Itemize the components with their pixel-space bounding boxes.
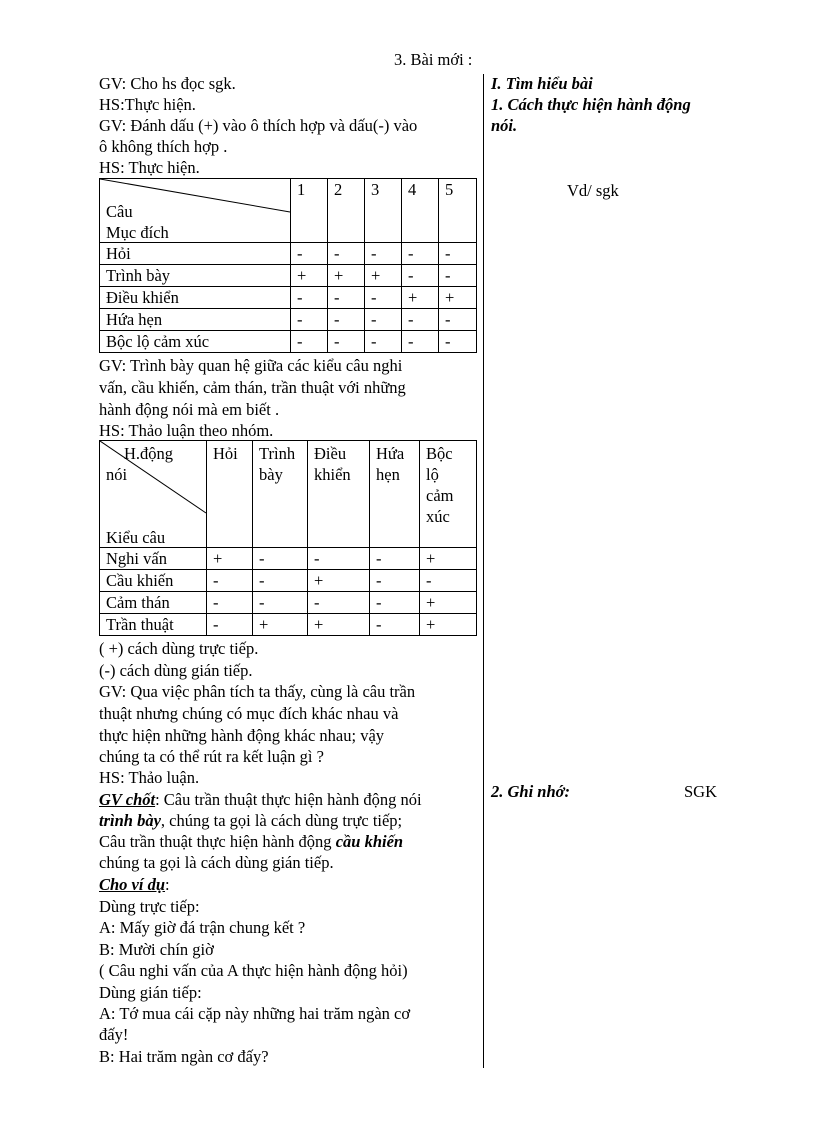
table-cell: - <box>291 243 328 265</box>
table-cell: + <box>308 570 370 592</box>
table-cell: - <box>308 548 370 570</box>
text-line: đấy! <box>99 1025 129 1044</box>
text-line: GV: Trình bày quan hệ giữa các kiểu câu nghi <box>99 356 403 375</box>
table-cell: - <box>439 331 477 353</box>
table-cell: - <box>370 548 420 570</box>
table-cell: - <box>402 309 439 331</box>
row-label: Hỏi <box>100 243 291 265</box>
heading-cach-thuc-hien-cont: nói. <box>491 116 518 135</box>
gv-chot-label: GV chốt <box>99 790 156 809</box>
table1-col-header: 2 <box>328 179 365 243</box>
table-row <box>100 570 477 592</box>
table1-corner-cell <box>100 179 291 243</box>
table-cell: - <box>365 287 402 309</box>
table-cell: + <box>291 265 328 287</box>
text-line: hành động nói mà em biết . <box>99 400 280 419</box>
text-line: thực hiện những hành động khác nhau; vậy <box>99 726 385 745</box>
text-line: GV chốt: Câu trần thuật thực hiện hành động nói <box>99 790 422 809</box>
corner-label-hdong: H.động <box>124 444 174 463</box>
text-line: HS: Thực hiện. <box>99 158 200 177</box>
table-cell: - <box>328 287 365 309</box>
table-row <box>100 614 477 636</box>
text-line: ( +) cách dùng trực tiếp. <box>99 639 259 658</box>
vd-sgk: Vd/ sgk <box>567 181 619 200</box>
table-cell: + <box>420 614 477 636</box>
table2-col-header: Điều khiển <box>308 441 370 548</box>
purpose-table <box>99 178 477 353</box>
table-cell: + <box>365 265 402 287</box>
table2-corner-cell <box>100 441 207 548</box>
text-line: Dùng gián tiếp: <box>99 983 202 1002</box>
text-line: thuật nhưng chúng có mục đích khác nhau và <box>99 704 399 723</box>
table-cell: - <box>207 592 253 614</box>
text-line: Câu trần thuật thực hiện hành động cầu khiến <box>99 832 404 851</box>
table-cell: - <box>439 265 477 287</box>
column-divider <box>483 74 484 1068</box>
table-cell: + <box>420 592 477 614</box>
table1-col-header: 1 <box>291 179 328 243</box>
text-line: GV: Qua việc phân tích ta thấy, cùng là câu trần <box>99 682 416 701</box>
table-cell: - <box>308 592 370 614</box>
table-cell: + <box>439 287 477 309</box>
text-line: B: Mười chín giờ <box>99 940 214 959</box>
table-cell: - <box>402 331 439 353</box>
text-line: Dùng trực tiếp: <box>99 897 200 916</box>
text-line: HS: Thảo luận. <box>99 768 200 787</box>
text-line: GV: Đánh dấu (+) vào ô thích hợp và dấu(-) vào <box>99 116 418 135</box>
table-row <box>100 309 477 331</box>
table2-col-header: Trình bày <box>253 441 308 548</box>
text-line: (-) cách dùng gián tiếp. <box>99 661 253 680</box>
table-cell: - <box>207 614 253 636</box>
text-line: chúng ta gọi là cách dùng gián tiếp. <box>99 853 334 872</box>
table-cell: - <box>291 331 328 353</box>
table-cell: - <box>365 243 402 265</box>
table-cell: - <box>253 592 308 614</box>
text-line: chúng ta có thể rút ra kết luận gì ? <box>99 747 324 766</box>
table1-col-header: 5 <box>439 179 477 243</box>
table-cell: - <box>253 548 308 570</box>
table-cell: - <box>328 331 365 353</box>
table-cell: - <box>439 243 477 265</box>
table-cell: - <box>370 570 420 592</box>
table-cell: + <box>420 548 477 570</box>
table-row <box>100 331 477 353</box>
emphasis-trinh-bay: trình bày <box>99 811 161 830</box>
table-row <box>100 243 477 265</box>
table2-col-header: Hỏi <box>207 441 253 548</box>
heading-cach-thuc-hien: 1. Cách thực hiện hành động <box>491 95 691 114</box>
corner-label-mucdich: Mục đích <box>106 223 169 242</box>
sentence-type-table <box>99 440 477 636</box>
table1-col-header: 4 <box>402 179 439 243</box>
table-cell: - <box>370 614 420 636</box>
row-label: Cầu khiến <box>100 570 207 592</box>
table-row <box>100 592 477 614</box>
table1-col-header: 3 <box>365 179 402 243</box>
table-cell: - <box>370 592 420 614</box>
heading-ghi-nho: 2. Ghi nhớ: <box>491 782 571 801</box>
table-cell: + <box>207 548 253 570</box>
row-label: Nghi vấn <box>100 548 207 570</box>
table-cell: - <box>328 309 365 331</box>
row-label: Hứa hẹn <box>100 309 291 331</box>
text-line: HS:Thực hiện. <box>99 95 196 114</box>
table-cell: - <box>207 570 253 592</box>
table-cell: - <box>291 309 328 331</box>
table-cell: - <box>291 287 328 309</box>
table2-col-header: Bộc lộ cảm xúc <box>420 441 477 548</box>
ghi-nho-sgk: SGK <box>684 782 718 801</box>
row-label: Bộc lộ cảm xúc <box>100 331 291 353</box>
text-line: GV: Cho hs đọc sgk. <box>99 74 236 93</box>
table-row <box>100 265 477 287</box>
text-line: A: Mấy giờ đá trận chung kết ? <box>99 918 306 937</box>
row-label: Cảm thán <box>100 592 207 614</box>
table-cell: - <box>402 265 439 287</box>
corner-label-cau: Câu <box>106 202 133 221</box>
text-line: HS: Thảo luận theo nhóm. <box>99 421 274 440</box>
table-cell: - <box>328 243 365 265</box>
text-line: B: Hai trăm ngàn cơ đấy? <box>99 1047 269 1066</box>
corner-label-kieucau: Kiểu câu <box>106 528 166 547</box>
table-cell: + <box>308 614 370 636</box>
section-title: 3. Bài mới : <box>394 50 473 69</box>
row-label: Trình bày <box>100 265 291 287</box>
table-cell: - <box>253 570 308 592</box>
row-label: Trần thuật <box>100 614 207 636</box>
table2-col-header: Hứa hẹn <box>370 441 420 548</box>
table-row <box>100 287 477 309</box>
emphasis-cau-khien: cầu khiến <box>335 832 404 851</box>
table-cell: - <box>365 331 402 353</box>
table-cell: + <box>328 265 365 287</box>
corner-label-noi: nói <box>106 465 128 484</box>
heading-tim-hieu-bai: I. Tìm hiểu bài <box>491 74 593 93</box>
table-cell: - <box>420 570 477 592</box>
text-line: ô không thích hợp . <box>99 137 228 156</box>
table-cell: + <box>402 287 439 309</box>
table-row <box>100 548 477 570</box>
table-cell: - <box>402 243 439 265</box>
text-line: trình bày, chúng ta gọi là cách dùng trực tiếp; <box>99 811 403 830</box>
example-heading: Cho ví dụ: <box>99 875 170 894</box>
table-cell: - <box>439 309 477 331</box>
table-cell: - <box>365 309 402 331</box>
text-line: ( Câu nghi vấn của A thực hiện hành động hỏi) <box>99 961 408 980</box>
text-line: vấn, cầu khiến, cảm thán, trần thuật với những <box>99 378 406 397</box>
row-label: Điều khiển <box>100 287 291 309</box>
text-line: A: Tớ mua cái cặp này những hai trăm ngàn cơ <box>99 1004 411 1023</box>
table-cell: + <box>253 614 308 636</box>
